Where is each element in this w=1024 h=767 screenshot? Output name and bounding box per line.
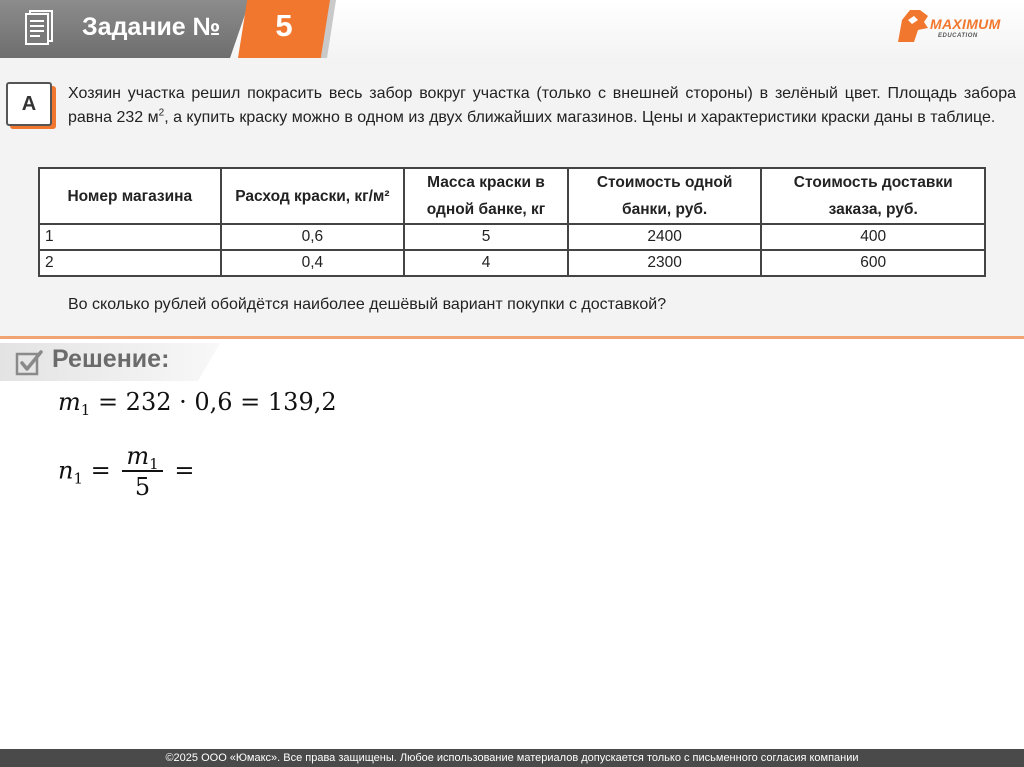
formula-m1-rest: = 232 · 0,6 = 139,2 [90,388,337,416]
problem-text-part2: , а купить краску можно в одном из двух ближайших магазинов. Цены и характеристики краски даны в таблице. [164,108,996,126]
checkbox-check-icon [14,348,44,378]
cell-can-mass: 4 [404,250,568,276]
header-delivery-price: Стоимость доставки заказа, руб. [761,168,985,224]
problem-text-part1: Хозяин участка решил покрасить весь забор вокруг участка (только с внешней стороны) в зелёный цвет. Площадь забора равна 232 м [68,85,1016,126]
header-can-price: Стоимость одной банки, руб. [568,168,762,224]
formula-m1-var: m [58,388,81,416]
task-badge: А [6,82,52,126]
cell-delivery-price: 600 [761,250,985,276]
numerator-sub: 1 [149,455,159,473]
section-divider [0,336,1024,339]
table-header-row [39,168,985,224]
fraction-denominator: 5 [134,473,151,501]
cell-can-price: 2400 [568,224,762,250]
table-row [39,224,985,250]
copyright-footer: ©2025 ООО «Юмакс». Все права защищены. Любое использование материалов допускается только с письменного согласия компании [0,749,1024,767]
formula-n1 [58,442,194,502]
paint-shops-table [38,167,986,277]
header-paint-consumption: Расход краски, кг/м² [221,168,405,224]
cell-shop-number: 1 [39,224,221,250]
brand-logo [894,6,1018,48]
formula-n1-var: n [58,456,74,485]
formula-m1-sub: 1 [80,401,91,419]
formula-n1-sub: 1 [73,469,84,488]
cell-shop-number: 2 [39,250,221,276]
problem-text [68,82,1016,129]
formula-m1 [58,388,337,419]
logo-text: MAXIMUM [930,16,1001,32]
cell-consumption: 0,4 [221,250,405,276]
cell-consumption: 0,6 [221,224,405,250]
formula-n1-fraction [122,442,162,502]
cell-can-price: 2300 [568,250,762,276]
area-unit-exponent: 2 [158,107,165,119]
cell-can-mass: 5 [404,224,568,250]
cell-delivery-price: 400 [761,224,985,250]
numerator-var: m [126,442,150,470]
header-can-mass: Масса краски в одной банке, кг [404,168,568,224]
task-number: 5 [275,8,293,43]
question-text: Во сколько рублей обойдётся наиболее дешёвый вариант покупки с доставкой? [68,296,667,313]
maximum-logo-mark-icon [894,6,934,46]
header-shop-number: Номер магазина [39,168,221,224]
document-icon [24,9,54,45]
fraction-numerator [122,442,162,472]
table-row [39,250,985,276]
formula-n1-eq: = [83,456,119,485]
logo-subtext: EDUCATION [938,33,978,39]
page-title: Задание № [82,13,221,41]
solution-title: Решение: [52,345,170,373]
formula-n1-tail: = [166,456,195,485]
